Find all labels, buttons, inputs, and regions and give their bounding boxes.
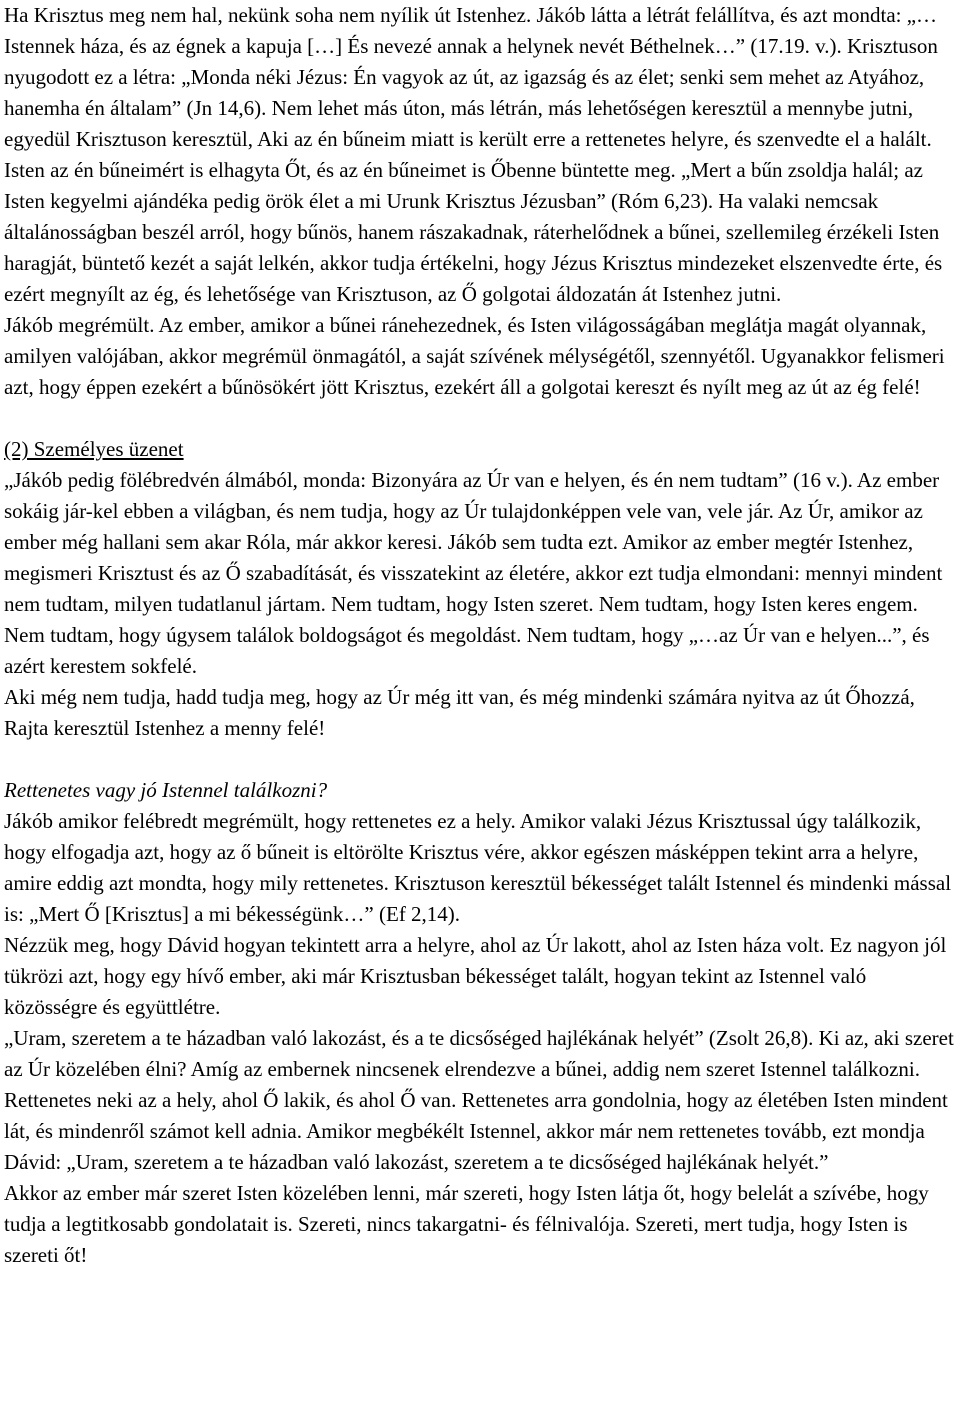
paragraph-psalm-quote: „Uram, szeretem a te házadban való lakozást, és a te dicsőséged hajlékának helyét” (Zsolt 26,8). Ki az, aki szeret az Úr közelében élni? Amíg az embernek nincsenek elrendezve a bűnei, addig nem szeret Istennel találkozni. Rettenetes neki az a hely, ahol Ő lakik, és ahol Ő van. Rettenetes arra gondolnia, hogy az életében Isten mindent lát, és mindenről számot kell adnia. Amikor megbékélt Istennel, akkor már nem rettenetes tovább, ezt mondja Dávid: „Uram, szeretem a te házadban való lakozást, szeretem a te dicsőséged hajlékának helyét.” <box>4 1026 954 1174</box>
paragraph-jacob-ladder: Ha Krisztus meg nem hal, nekünk soha nem nyílik út Istenhez. Jákób látta a létrát felállítva, és azt mondta: „…Istennek háza, és az égnek a kapuja […] És nevezé annak a helynek nevét Béthelnek…” (17.19. v.). Krisztuson nyugodott ez a létra: „Monda néki Jézus: Én vagyok az út, az igazság és az élet; senki sem mehet az Atyához, hanemha én általam” (Jn 14,6). Nem lehet más úton, más létrán, más lehetőségen keresztül a mennybe jutni, egyedül Krisztuson keresztül, Aki az én bűneim miatt is került erre a rettenetes helyre, és szenvedte el a halált. Isten az én bűneimért is elhagyta Őt, és az én bűneimet is Őbenne büntette meg. „Mert a bűn zsoldja halál; az Isten kegyelmi ajándéka pedig örök élet a mi Urunk Krisztus Jézusban” (Róm 6,23). Ha valaki nemcsak általánosságban beszél arról, hogy bűnös, hanem rászakadnak, ráterhelődnek a bűnei, szellemileg érzékeli Isten haragját, büntető kezét a saját lelkén, akkor tudja értékelni, hogy Jézus Krisztus mindezeket elszenvedte érte, és ezért megnyílt az ég, és lehetősége van Krisztuson, az Ő golgotai áldozatán át Istenhez jutni. <box>4 3 943 306</box>
section-heading-personal-message: (2) Személyes üzenet <box>4 437 184 461</box>
section-heading-meeting-god: Rettenetes vagy jó Istennel találkozni? <box>4 778 328 802</box>
paragraph-jacob-awoke: „Jákób pedig fölébredvén álmából, monda: Bizonyára az Úr van e helyen, és én nem tudtam” (16 v.). Az ember sokáig jár-kel ebben a világban, és nem tudja, hogy az Úr tulajdonképpen vele van, vele jár. Az Úr, amikor az ember még hallani sem akar Róla, már akkor keresi. Jákób sem tudta ezt. Amikor az ember megtér Istenhez, megismeri Krisztust és az Ő szabadítását, és visszatekint az életére, akkor ezt tudja elmondani: mennyi mindent nem tudtam, milyen tudatlanul jártam. Nem tudtam, hogy Isten szeret. Nem tudtam, hogy Isten keres engem. Nem tudtam, hogy úgysem találok boldogságot és megoldást. Nem tudtam, hogy „…az Úr van e helyen...”, és azért kerestem sokfelé. <box>4 468 943 678</box>
paragraph-spacer <box>4 744 956 775</box>
paragraph-spacer <box>4 403 956 434</box>
paragraph-loves-god: Akkor az ember már szeret Isten közelében lenni, már szereti, hogy Isten látja őt, hogy belelát a szívébe, hogy tudja a legtitkosabb gondolatait is. Szereti, nincs takargatni- és félnivalója. Szereti, mert tudja, hogy Isten is szereti őt! <box>4 1181 929 1267</box>
paragraph-terrible-place: Jákób amikor felébredt megrémült, hogy rettenetes ez a hely. Amikor valaki Jézus Krisztussal úgy találkozik, hogy elfogadja azt, hogy az ő bűneit is eltörölte Krisztus vére, akkor egészen másképpen tekint arra a helyre, amire eddig azt mondta, hogy mily rettenetes. Krisztuson keresztül békességet talált Istennel és mindenki mással is: „Mert Ő [Krisztus] a mi békességünk…” (Ef 2,14). <box>4 809 952 926</box>
paragraph-way-open: Aki még nem tudja, hadd tudja meg, hogy az Úr még itt van, és még mindenki számára nyitva az út Őhozzá, Rajta keresztül Istenhez a menny felé! <box>4 685 915 740</box>
paragraph-jacob-afraid: Jákób megrémült. Az ember, amikor a bűnei ránehezednek, és Isten világosságában meglátja magát olyannak, amilyen valójában, akkor megrémül önmagától, a saját szívének mélységétől, szennyétől. Ugyanakkor felismeri azt, hogy éppen ezekért a bűnösökért jött Krisztus, ezekért áll a golgotai kereszt és nyílt meg az út az ég felé! <box>4 313 945 399</box>
paragraph-david-house: Nézzük meg, hogy Dávid hogyan tekintett arra a helyre, ahol az Úr lakott, ahol az Isten háza volt. Ez nagyon jól tükrözi azt, hogy egy hívő ember, aki már Krisztusban békességet talált, hogyan tekint az Istennel való közösségre és együttlétre. <box>4 933 947 1019</box>
